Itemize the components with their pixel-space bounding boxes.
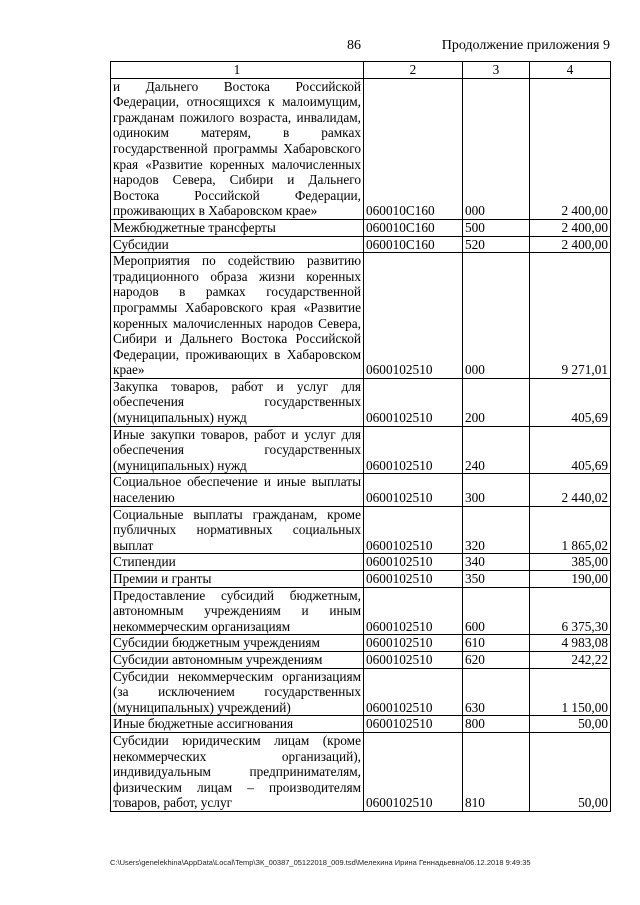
amount-cell: 50,00 (530, 716, 611, 733)
table-row (111, 554, 611, 571)
expense-type-cell: 810 (463, 732, 530, 811)
target-code-cell: 0600102510 (364, 554, 463, 571)
amount-cell: 2 400,00 (530, 219, 611, 236)
amount-cell: 2 400,00 (530, 236, 611, 253)
page-number: 86 (347, 38, 361, 53)
column-header: 1 (111, 62, 364, 79)
amount-cell: 190,00 (530, 571, 611, 588)
amount-cell: 6 375,30 (530, 587, 611, 635)
row-name-cell: Межбюджетные трансферты (111, 219, 364, 236)
row-name-cell: Субсидии некоммерческим организациям (за исключением государственных (муниципальных) учреждений) (111, 668, 364, 716)
target-code-cell: 060010С160 (364, 236, 463, 253)
table-row (111, 506, 611, 554)
row-name-cell: Стипендии (111, 554, 364, 571)
file-path-footer: C:\Users\genelekhina\AppData\Local\Temp\ЗК_00387_05122018_009.tsd\Мелехина Ирина Геннадьевна\06.12.2018 9:49:35 (110, 858, 531, 867)
expense-type-cell: 630 (463, 668, 530, 716)
amount-cell: 50,00 (530, 732, 611, 811)
target-code-cell: 0600102510 (364, 474, 463, 506)
table-row (111, 236, 611, 253)
row-name-cell: Субсидии бюджетным учреждениям (111, 635, 364, 652)
table-row (111, 426, 611, 474)
target-code-cell: 0600102510 (364, 635, 463, 652)
target-code-cell: 0600102510 (364, 253, 463, 379)
table-row (111, 571, 611, 588)
table-row (111, 651, 611, 668)
expense-type-cell: 600 (463, 587, 530, 635)
expense-type-cell: 000 (463, 78, 530, 219)
target-code-cell: 060010С160 (364, 78, 463, 219)
expense-type-cell: 200 (463, 378, 530, 426)
appendix-caption: Продолжение приложения 9 (441, 38, 610, 53)
target-code-cell: 0600102510 (364, 506, 463, 554)
target-code-cell: 0600102510 (364, 668, 463, 716)
expense-type-cell: 350 (463, 571, 530, 588)
row-name-cell: и Дальнего Востока Российской Федерации, относящихся к малоимущим, гражданам пожилого возраста, инвалидам, одиноким матерям, в рамках государственной программы Хабаровского края «Развитие коренных малочисленных народов Севера, Сибири и Дальнего Востока Российской Федерации, проживающих в Хабаровском крае» (111, 78, 364, 219)
row-name-cell: Закупка товаров, работ и услуг для обеспечения государственных (муниципальных) нужд (111, 378, 364, 426)
target-code-cell: 0600102510 (364, 651, 463, 668)
row-name-cell: Иные закупки товаров, работ и услуг для обеспечения государственных (муниципальных) нужд (111, 426, 364, 474)
table-row (111, 716, 611, 733)
target-code-cell: 0600102510 (364, 732, 463, 811)
row-name-cell: Субсидии автономным учреждениям (111, 651, 364, 668)
target-code-cell: 0600102510 (364, 426, 463, 474)
target-code-cell: 0600102510 (364, 378, 463, 426)
expense-type-cell: 520 (463, 236, 530, 253)
column-header: 3 (463, 62, 530, 79)
table-row (111, 474, 611, 506)
expense-type-cell: 340 (463, 554, 530, 571)
expense-type-cell: 240 (463, 426, 530, 474)
row-name-cell: Иные бюджетные ассигнования (111, 716, 364, 733)
amount-cell: 405,69 (530, 426, 611, 474)
table-row (111, 219, 611, 236)
row-name-cell: Премии и гранты (111, 571, 364, 588)
target-code-cell: 0600102510 (364, 716, 463, 733)
amount-cell: 2 440,02 (530, 474, 611, 506)
expense-type-cell: 300 (463, 474, 530, 506)
table-row (111, 635, 611, 652)
table-row (111, 668, 611, 716)
target-code-cell: 060010С160 (364, 219, 463, 236)
row-name-cell: Социальное обеспечение и иные выплаты населению (111, 474, 364, 506)
row-name-cell: Социальные выплаты гражданам, кроме публичных нормативных социальных выплат (111, 506, 364, 554)
table-row (111, 253, 611, 379)
row-name-cell: Субсидии (111, 236, 364, 253)
amount-cell: 1 865,02 (530, 506, 611, 554)
amount-cell: 4 983,08 (530, 635, 611, 652)
amount-cell: 242,22 (530, 651, 611, 668)
amount-cell: 405,69 (530, 378, 611, 426)
expense-type-cell: 500 (463, 219, 530, 236)
expense-type-cell: 620 (463, 651, 530, 668)
row-name-cell: Субсидии юридическим лицам (кроме некоммерческих организаций), индивидуальным предпринимателям, физическим лицам – производителям товаров, работ, услуг (111, 732, 364, 811)
expense-type-cell: 320 (463, 506, 530, 554)
budget-table (110, 61, 611, 812)
amount-cell: 2 400,00 (530, 78, 611, 219)
expense-type-cell: 000 (463, 253, 530, 379)
row-name-cell: Предоставление субсидий бюджетным, автономным учреждениям и иным некоммерческим организациям (111, 587, 364, 635)
table-row (111, 378, 611, 426)
column-header: 2 (364, 62, 463, 79)
table-row (111, 732, 611, 811)
column-number-row (111, 62, 611, 79)
row-name-cell: Мероприятия по содействию развитию традиционного образа жизни коренных народов в рамках государственной программы Хабаровского края «Развитие коренных малочисленных народов Севера, Сибири и Дальнего Востока Российской Федерации, проживающих в Хабаровском крае» (111, 253, 364, 379)
amount-cell: 385,00 (530, 554, 611, 571)
table-row (111, 78, 611, 219)
expense-type-cell: 610 (463, 635, 530, 652)
column-header: 4 (530, 62, 611, 79)
amount-cell: 9 271,01 (530, 253, 611, 379)
target-code-cell: 0600102510 (364, 571, 463, 588)
expense-type-cell: 800 (463, 716, 530, 733)
amount-cell: 1 150,00 (530, 668, 611, 716)
target-code-cell: 0600102510 (364, 587, 463, 635)
table-row (111, 587, 611, 635)
